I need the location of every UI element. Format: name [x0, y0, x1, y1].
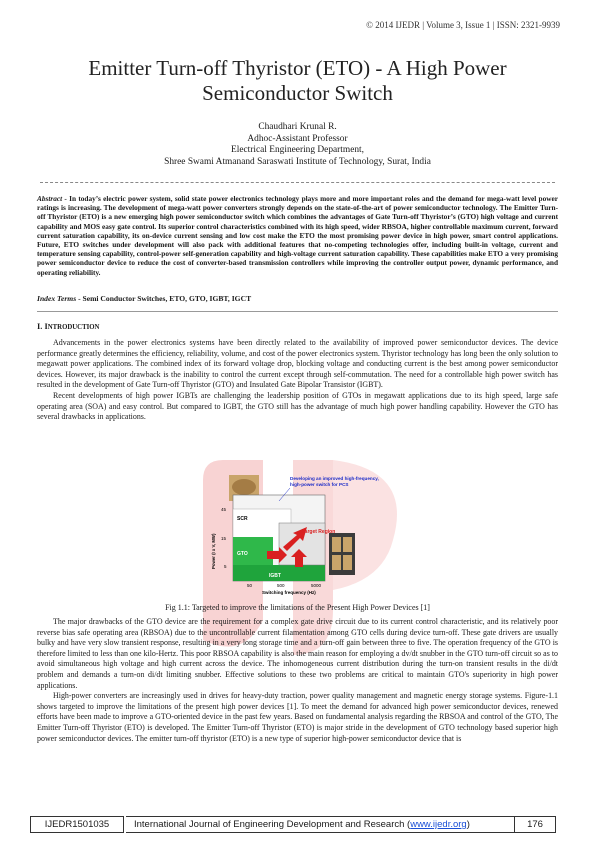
ytick: 5 [224, 564, 227, 569]
author-institute: Shree Swami Atmanand Saraswati Institute of Technology, Surat, India [164, 156, 431, 167]
paragraph: High-power converters are increasingly used in drives for heavy-duty traction, power quality management and magnetic energy storage systems. Figure-1.1 shows targeted to improve the limitations of the present high power devices [1]. To meet the demand for advanced high power semiconductor devices, renewed efforts have been made to improve a GTO-oriented device in the past few years. Based on fundamental analysis regarding the RBSOA and control of the GTO, The Emitter Turn-off Thyristor (ETO) is developed. The Emitter Turn-off Thyristor (ETO) is major stride in the development of GTO technology based superior high power semiconductor devices. The emitter turn-off thyristor (ETO) is a new type of superior high-power semiconductor device that is [37, 691, 558, 743]
ytick: 45 [221, 507, 227, 512]
page-footer [30, 816, 555, 833]
index-terms-text: - Semi Conductor Switches, ETO, GTO, IGBT, IGCT [76, 294, 252, 303]
ytick: 15 [221, 536, 227, 541]
author-block [40, 122, 555, 168]
journal-link[interactable]: www.ijedr.org [410, 819, 467, 830]
paragraph: Recent developments of high power IGBTs are challenging the leadership position of GTOs in megawatt applications due to its high speed, large safe operating area (SOA) and easy control. But compared to IGBT, the GTO still has the advantage of much high power handling capability. However the GTO has several drawbacks in applications. [37, 390, 558, 422]
divider [40, 182, 555, 183]
paper-id: IJEDR1501035 [30, 816, 124, 833]
divider [37, 311, 558, 312]
figure-1-1 [207, 473, 397, 599]
journal-citation: © 2014 IJEDR | Volume 3, Issue 1 | ISSN: 2321-9939 [366, 20, 560, 30]
abstract [37, 194, 558, 277]
ylabel: Power (I x V, MW) [211, 533, 216, 569]
region-label-igbt: IGBT [269, 573, 281, 579]
region-label-gto: GTO [237, 551, 248, 557]
xtick: 500 [277, 583, 285, 588]
region-label-scr: SCR [237, 516, 248, 522]
intro-paragraphs-top [37, 338, 558, 423]
xlabel: Switching frequency (Hz) [262, 590, 316, 595]
title-line-2: Semiconductor Switch [202, 81, 393, 105]
xtick: 50 [247, 583, 253, 588]
intro-paragraphs-bottom [37, 617, 558, 744]
callout-line-2: high-power switch for PCS [290, 482, 349, 487]
callout-line-1: Developing an improved high-frequency, [290, 476, 379, 481]
figure-caption: Fig 1.1: Targeted to improve the limitations of the Present High Power Devices [1] [165, 603, 430, 612]
title-line-1: Emitter Turn-off Thyristor (ETO) - A High Power [88, 56, 507, 80]
journal-name: International Journal of Engineering Development and Research (www.ijedr.org) [126, 816, 518, 833]
xtick: 5000 [311, 583, 322, 588]
author-dept: Electrical Engineering Department, [230, 145, 364, 155]
index-terms-label: Index Terms [37, 294, 77, 303]
author-name: Chaudhari Krunal R. [258, 122, 337, 132]
author-role: Adhoc-Assistant Professor [247, 133, 348, 144]
paper-title [40, 56, 555, 106]
region-label-target: Target Region [302, 529, 336, 535]
abstract-label: Abstract [37, 194, 63, 203]
paragraph: Advancements in the power electronics systems have been directly related to the availability of improved power semiconductor devices. The device performance greatly determines the efficiency, reliability, volume, and cost of the power electronics system. Thyristor technology has long been the only solution to megawatt power applications. The combined index of its forward voltage drop, blocking voltage and conducting current is the best among power semiconductor devices. However, its major drawback is the inability to control the current except through self-commutation. The need for a controllable high power switch has resulted in the development of Gate Turn-off Thyristor (GTO) and Insulated Gate Bipolar Transistor (IGBT). [37, 338, 558, 390]
page-number: 176 [514, 816, 556, 833]
paragraph: The major drawbacks of the GTO device are the requirement for a complex gate drive circuit due to its current control characteristic, and its relatively poor reverse bias safe operating area (RBSOA) due to the uncontrollable current filamentation among GTO cells during device turn-off. These gate drivers are usually bulky and have very slow transient response, resulting in a very long storage time and a turn-off gain between three to five. The operation frequency of the GTO is therefore limited to less than one kilo-Hertz. This poor RBSOA capability is also the main reason for employing a dv/dt snubber in the GTO turn-off circuit so as to avoid simultaneous high voltage and high current across the device. The inhomogeneous current distribution during the turn-on transient results in the di/dt problem and demands a turn-on di/dt limiting snubber. Effective solutions to these two problems are critical to maintain GTO's superiority in high power applications. [37, 617, 558, 690]
index-terms [37, 294, 251, 303]
section-heading: I. INTRODUCTION [37, 322, 100, 331]
abstract-text: - In today’s electric power system, solid state power electronics technology plays more and more important roles and the demand for mega-watt level power ratings is increasing. The development of mega-watt power converters strongly depends on the state-of-the-art of power semiconductor technology. The Emitter Turn-off Thyristor (ETO) is a new emerging high power semiconductor switch which combines the advantages of Gate Turn-off Thyristor’s (GTO) high voltage and current capability and MOS easy gate control. Its superior control characteristics combined with its high speed, wider RBSOA, higher controllable maximum current, forward current saturation capability, its on-device current sensing and low cost make the ETO the most promising power device in high power, smart control applications. Future, ETO switches under development will also pack with additional features that no-competing technologies offer, including built-in voltage, current and temperature sensing capability, control-power self-generation capability and high-voltage current saturation capability. These capabilities make ETO a very promising power semiconductor device to reduce the cost of converter-based transmission controllers while improving the controller output power, dynamic performance, and operating reliability. [37, 194, 558, 277]
